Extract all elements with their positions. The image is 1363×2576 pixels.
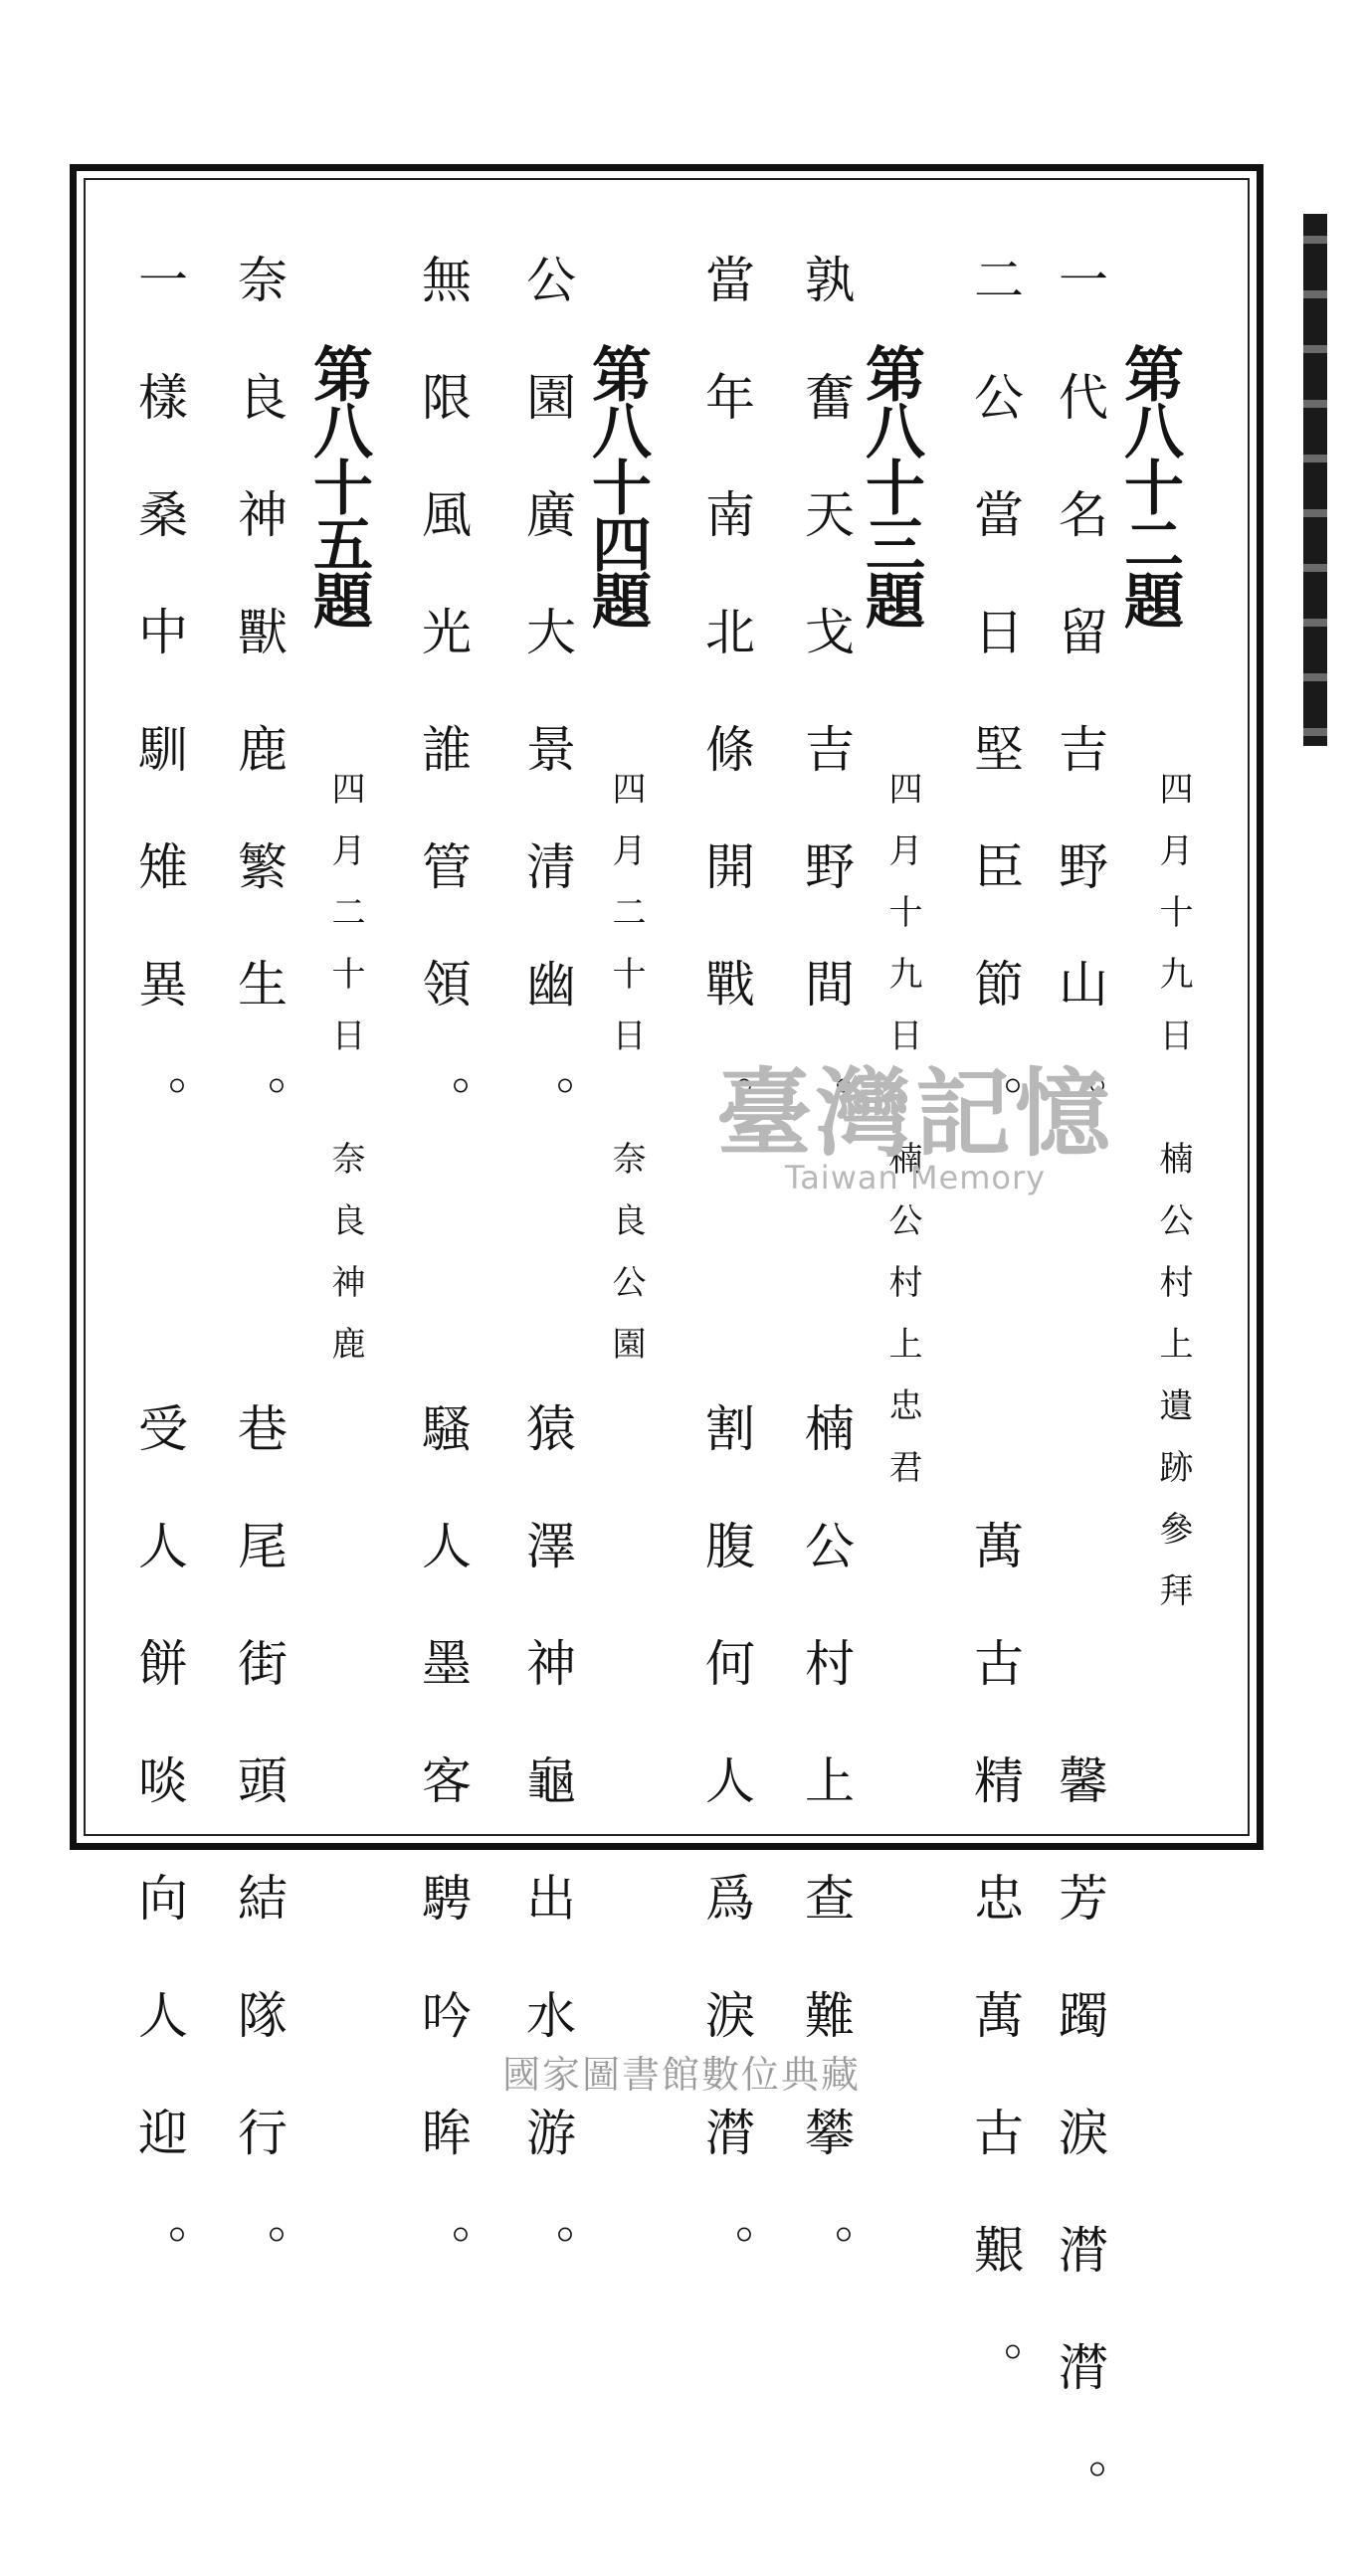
section-82-line-2: 二公當日堅臣節。 萬古精忠萬古艱。 — [966, 254, 1024, 2459]
section-83-note: 四月十九日 楠公村上忠君 — [882, 771, 922, 1511]
section-85-line-1: 奈良神獸鹿繁生。 巷尾街頭結隊行。 — [230, 254, 288, 2341]
section-82-line-1: 一代名留吉野山。 馨芳躅淚潸潸。 — [1051, 254, 1108, 2576]
page-edge-strip — [1303, 214, 1327, 746]
section-83-line-2: 當年南北條開戰。 割腹何人爲淚潸。 — [697, 254, 755, 2341]
section-84-line-2: 無限風光誰管領。 騷人墨客騁吟眸。 — [414, 254, 472, 2341]
section-84-line-1: 公園廣大景清幽。 猿澤神龜出水游。 — [518, 254, 576, 2341]
section-84-note: 四月二十日 奈良公園 — [606, 771, 646, 1387]
section-85-note: 四月二十日 奈良神鹿 — [325, 771, 365, 1387]
section-82-heading: 第八十二題 — [1114, 343, 1184, 627]
section-83-heading: 第八十三題 — [856, 343, 925, 627]
section-85-line-2: 一樣桑中馴雉異。 受人餅啖向人迎。 — [130, 254, 188, 2341]
section-82-note: 四月十九日 楠公村上遺跡參拜 — [1153, 771, 1193, 1634]
section-84-heading: 第八十四題 — [582, 343, 652, 627]
section-85-heading: 第八十五題 — [303, 343, 373, 627]
footer-caption: 國家圖書館數位典藏 — [501, 2053, 861, 2097]
watermark-sub: Taiwan Memory — [784, 1158, 1047, 1196]
section-83-line-1: 孰奮天戈吉野間。 楠公村上查難攀。 — [797, 254, 855, 2341]
watermark-main: 臺灣記憶 — [716, 1057, 1114, 1170]
